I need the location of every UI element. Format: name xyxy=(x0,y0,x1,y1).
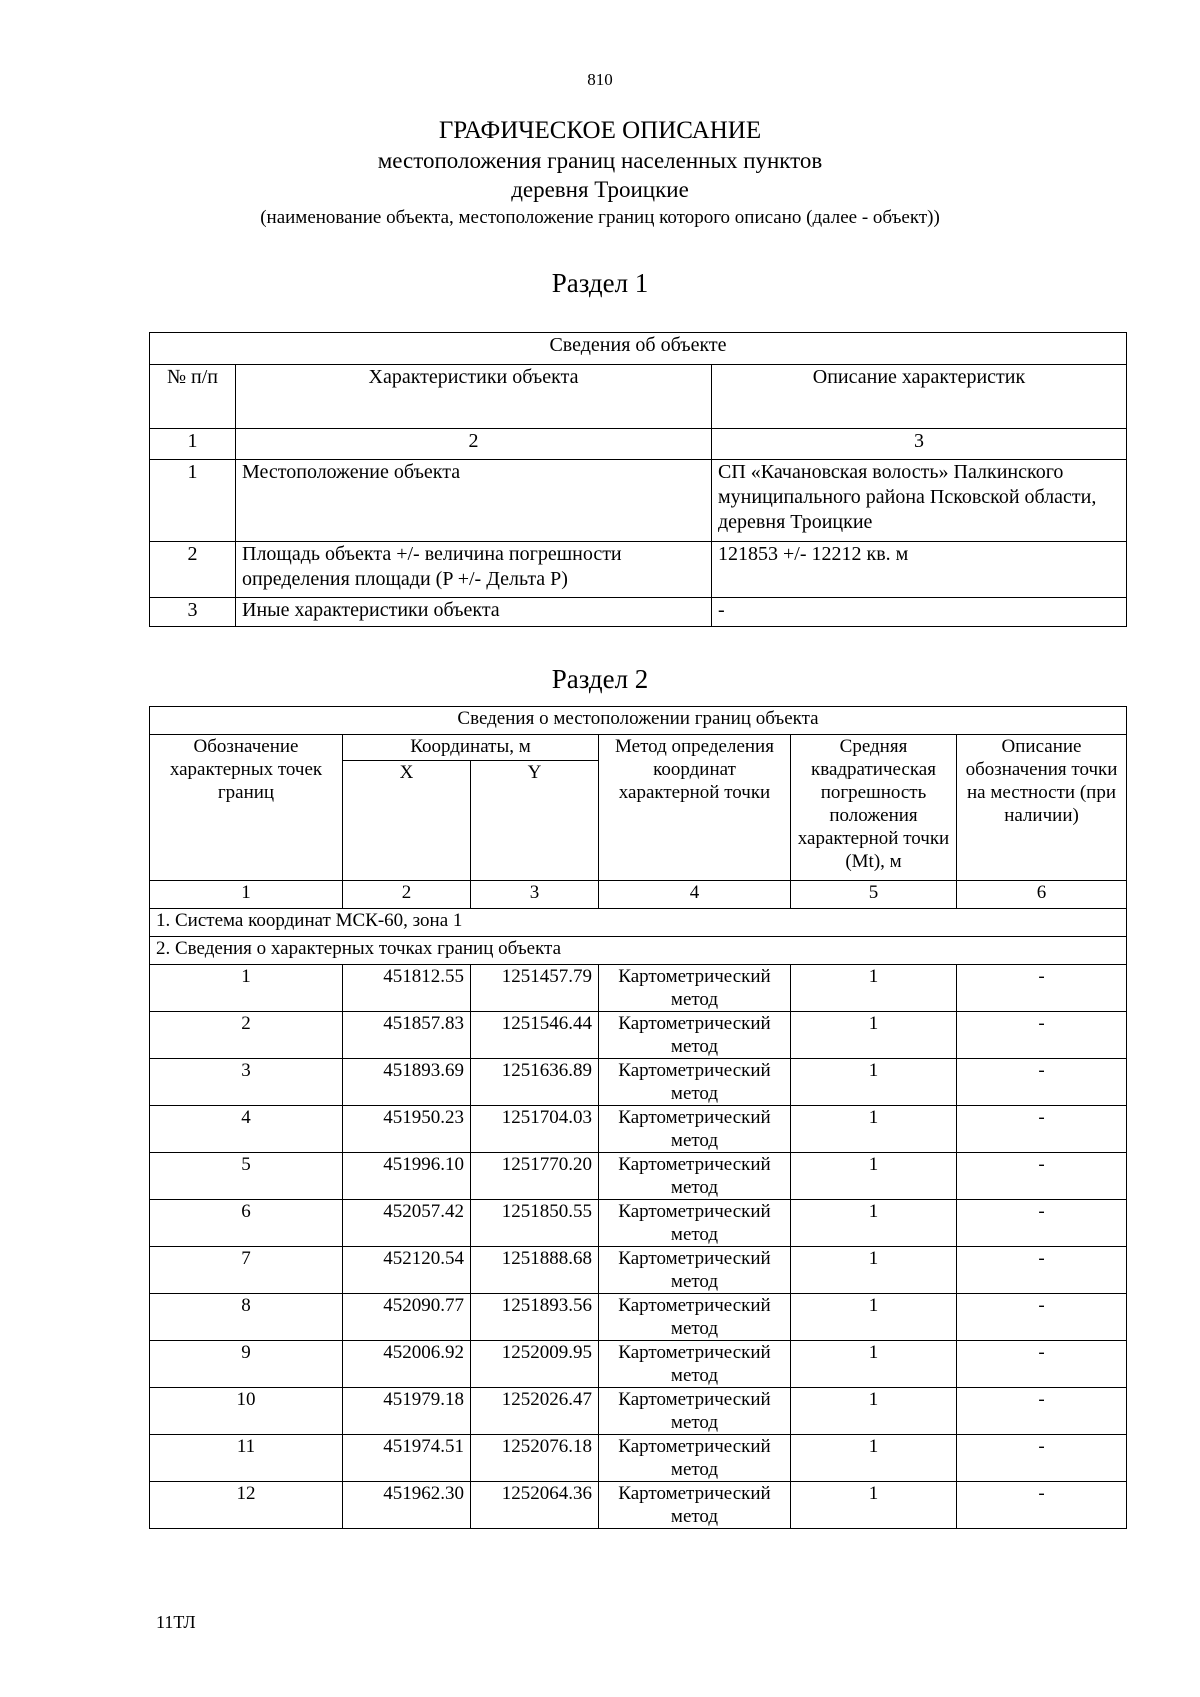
column-header-y: Y xyxy=(471,761,599,881)
y-coordinate: 1251546.44 xyxy=(471,1012,599,1059)
x-coordinate: 451962.30 xyxy=(343,1482,471,1529)
table-row xyxy=(150,1341,1127,1388)
row-characteristic: Площадь объекта +/- величина погрешности определения площади (P +/- Дельта P) xyxy=(236,542,712,598)
method: Картометрический метод xyxy=(599,1482,791,1529)
table-row xyxy=(150,598,1127,627)
point-label: 7 xyxy=(150,1247,343,1294)
y-coordinate: 1251893.56 xyxy=(471,1294,599,1341)
column-index-row xyxy=(150,429,1127,460)
row-number: 1 xyxy=(150,460,236,542)
point-description: - xyxy=(957,1294,1127,1341)
y-coordinate: 1252064.36 xyxy=(471,1482,599,1529)
table-title: Сведения об объекте xyxy=(150,333,1127,365)
section-2-title: Раздел 2 xyxy=(551,664,649,694)
y-coordinate: 1251636.89 xyxy=(471,1059,599,1106)
table-row xyxy=(150,1106,1127,1153)
table-row xyxy=(150,1059,1127,1106)
points-header-row: 2. Сведения о характерных точках границ объекта xyxy=(150,937,1127,965)
y-coordinate: 1251888.68 xyxy=(471,1247,599,1294)
object-name-caption: (наименование объекта, местоположение границ которого описано (далее - объект)) xyxy=(260,207,940,228)
column-header-x: X xyxy=(343,761,471,881)
column-header-method: Метод определения координат характерной точки xyxy=(599,735,791,881)
column-index: 2 xyxy=(236,429,712,460)
column-header-characteristic: Характеристики объекта xyxy=(236,365,712,429)
row-number: 2 xyxy=(150,542,236,598)
y-coordinate: 1252026.47 xyxy=(471,1388,599,1435)
table-row xyxy=(150,460,1127,542)
y-coordinate: 1251457.79 xyxy=(471,965,599,1012)
method: Картометрический метод xyxy=(599,1294,791,1341)
point-description: - xyxy=(957,1059,1127,1106)
column-header-coordinates: Координаты, м xyxy=(343,735,599,761)
table-row xyxy=(150,542,1127,598)
row-description: - xyxy=(712,598,1127,627)
table-row xyxy=(150,1482,1127,1529)
method: Картометрический метод xyxy=(599,1153,791,1200)
boundary-points-table xyxy=(149,706,1127,1529)
point-label: 12 xyxy=(150,1482,343,1529)
mean-error: 1 xyxy=(791,1059,957,1106)
point-description: - xyxy=(957,1012,1127,1059)
mean-error: 1 xyxy=(791,1200,957,1247)
x-coordinate: 452006.92 xyxy=(343,1341,471,1388)
column-index: 1 xyxy=(150,429,236,460)
method: Картометрический метод xyxy=(599,1341,791,1388)
method: Картометрический метод xyxy=(599,1106,791,1153)
section-1-title: Раздел 1 xyxy=(551,268,649,298)
x-coordinate: 451812.55 xyxy=(343,965,471,1012)
y-coordinate: 1251770.20 xyxy=(471,1153,599,1200)
x-coordinate: 451893.69 xyxy=(343,1059,471,1106)
row-description: 121853 +/- 12212 кв. м xyxy=(712,542,1127,598)
y-coordinate: 1252076.18 xyxy=(471,1435,599,1482)
footer-code: 11ТЛ xyxy=(156,1612,196,1632)
point-label: 9 xyxy=(150,1341,343,1388)
column-index: 5 xyxy=(791,881,957,909)
method: Картометрический метод xyxy=(599,1435,791,1482)
row-number: 3 xyxy=(150,598,236,627)
mean-error: 1 xyxy=(791,1435,957,1482)
column-index-row xyxy=(150,881,1127,909)
point-description: - xyxy=(957,1435,1127,1482)
row-characteristic: Местоположение объекта xyxy=(236,460,712,542)
document-header xyxy=(0,116,1200,231)
x-coordinate: 452057.42 xyxy=(343,1200,471,1247)
point-description: - xyxy=(957,1153,1127,1200)
table-row xyxy=(150,1200,1127,1247)
point-label: 6 xyxy=(150,1200,343,1247)
x-coordinate: 451979.18 xyxy=(343,1388,471,1435)
x-coordinate: 451857.83 xyxy=(343,1012,471,1059)
table-row xyxy=(150,1294,1127,1341)
point-label: 1 xyxy=(150,965,343,1012)
table-row xyxy=(150,1388,1127,1435)
column-index: 6 xyxy=(957,881,1127,909)
x-coordinate: 451996.10 xyxy=(343,1153,471,1200)
mean-error: 1 xyxy=(791,1294,957,1341)
point-label: 2 xyxy=(150,1012,343,1059)
coordinate-system-row: 1. Система координат МСК-60, зона 1 xyxy=(150,909,1127,937)
mean-error: 1 xyxy=(791,1388,957,1435)
table-row xyxy=(150,1153,1127,1200)
x-coordinate: 451974.51 xyxy=(343,1435,471,1482)
point-label: 3 xyxy=(150,1059,343,1106)
object-name: деревня Троицкие xyxy=(511,177,689,202)
document-subtitle: местоположения границ населенных пунктов xyxy=(377,148,823,173)
y-coordinate: 1252009.95 xyxy=(471,1341,599,1388)
point-description: - xyxy=(957,1388,1127,1435)
y-coordinate: 1251850.55 xyxy=(471,1200,599,1247)
document-title: ГРАФИЧЕСКОЕ ОПИСАНИЕ xyxy=(438,117,762,144)
table-row xyxy=(150,1435,1127,1482)
point-description: - xyxy=(957,1341,1127,1388)
column-index: 4 xyxy=(599,881,791,909)
column-header-description: Описание характеристик xyxy=(712,365,1127,429)
mean-error: 1 xyxy=(791,1153,957,1200)
column-header-point: Обозначение характерных точек границ xyxy=(150,735,343,881)
points-body xyxy=(150,965,1127,1529)
point-label: 10 xyxy=(150,1388,343,1435)
point-description: - xyxy=(957,1247,1127,1294)
point-description: - xyxy=(957,1200,1127,1247)
column-header-point-description: Описание обозначения точки на местности (при наличии) xyxy=(957,735,1127,881)
column-index: 1 xyxy=(150,881,343,909)
table-row xyxy=(150,1247,1127,1294)
x-coordinate: 452090.77 xyxy=(343,1294,471,1341)
method: Картометрический метод xyxy=(599,1247,791,1294)
column-index: 2 xyxy=(343,881,471,909)
mean-error: 1 xyxy=(791,1012,957,1059)
point-label: 4 xyxy=(150,1106,343,1153)
method: Картометрический метод xyxy=(599,965,791,1012)
point-label: 11 xyxy=(150,1435,343,1482)
column-index: 3 xyxy=(471,881,599,909)
mean-error: 1 xyxy=(791,1482,957,1529)
column-header-error: Средняя квадратическая погрешность положения характерной точки (Mt), м xyxy=(791,735,957,881)
x-coordinate: 452120.54 xyxy=(343,1247,471,1294)
column-header-number: № п/п xyxy=(150,365,236,429)
mean-error: 1 xyxy=(791,1106,957,1153)
table-row xyxy=(150,965,1127,1012)
mean-error: 1 xyxy=(791,1247,957,1294)
table-title: Сведения о местоположении границ объекта xyxy=(150,707,1127,735)
page-number: 810 xyxy=(587,70,613,89)
mean-error: 1 xyxy=(791,965,957,1012)
point-description: - xyxy=(957,965,1127,1012)
point-description: - xyxy=(957,1106,1127,1153)
table-row xyxy=(150,1012,1127,1059)
method: Картометрический метод xyxy=(599,1200,791,1247)
row-characteristic: Иные характеристики объекта xyxy=(236,598,712,627)
point-label: 8 xyxy=(150,1294,343,1341)
object-info-table xyxy=(149,332,1127,627)
point-label: 5 xyxy=(150,1153,343,1200)
x-coordinate: 451950.23 xyxy=(343,1106,471,1153)
method: Картометрический метод xyxy=(599,1012,791,1059)
point-description: - xyxy=(957,1482,1127,1529)
column-index: 3 xyxy=(712,429,1127,460)
method: Картометрический метод xyxy=(599,1388,791,1435)
y-coordinate: 1251704.03 xyxy=(471,1106,599,1153)
method: Картометрический метод xyxy=(599,1059,791,1106)
row-description: СП «Качановская волость» Палкинского муниципального района Псковской области, деревня Троицкие xyxy=(712,460,1127,542)
mean-error: 1 xyxy=(791,1341,957,1388)
